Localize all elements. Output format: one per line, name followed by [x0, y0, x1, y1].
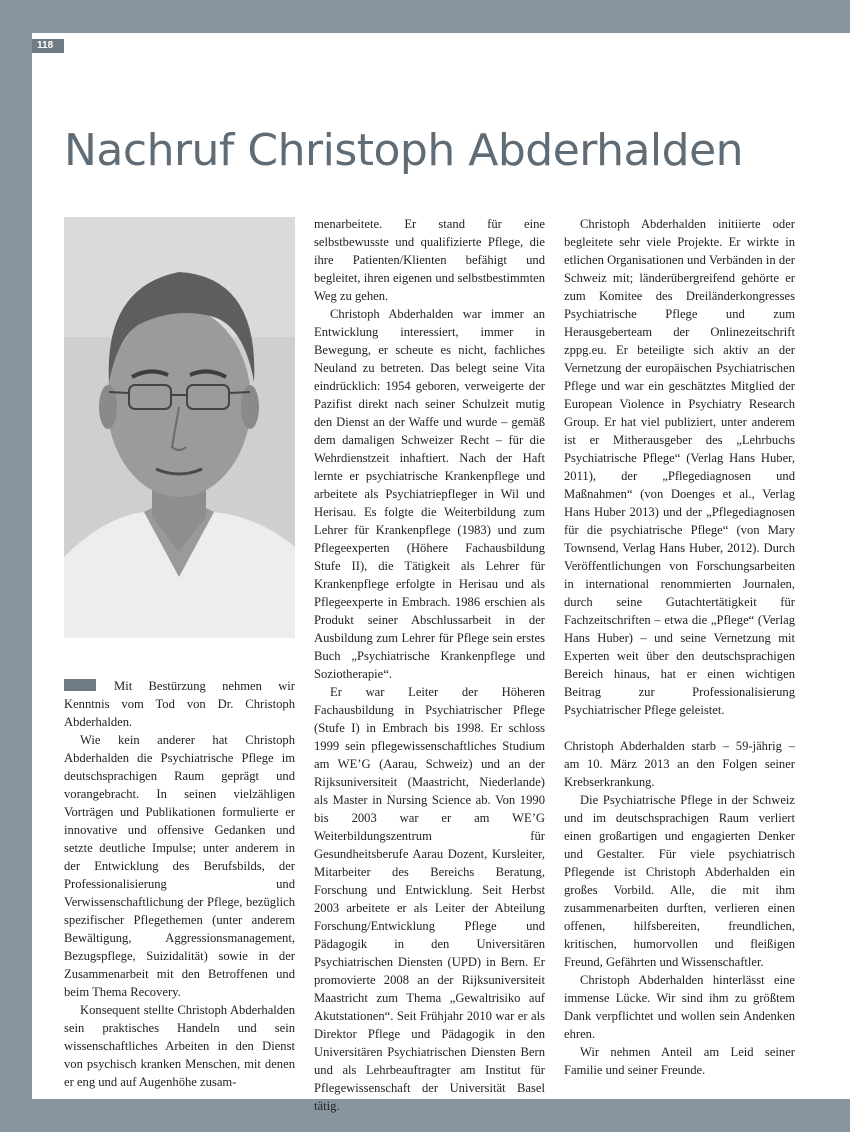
page	[32, 33, 850, 1113]
lead-marker	[64, 679, 96, 691]
article-title: Nachruf Christoph Abderhalden	[64, 125, 744, 176]
paragraph: Wie kein anderer hat Christoph Abderhalden die Psychiatrische Pflege im deutschsprachigen Raum geprägt und vorangebracht. In seinen vielzähligen Vorträgen und Publikationen formulierte er innovative und offensive Gedanken und setzte deutliche Impulse; unter anderem in der Entwicklung des Berufsbilds, der Professionalisierung und Verwissenschaftlichung der Pflege, bezüglich spezifischer Pflegethemen (unter anderem Bewältigung, Aggressionsmanagement, Bezugspflege, Suizidalität) sowie in der Zusammenarbeit mit den Betroffenen und beim Thema Recovery.	[64, 733, 295, 999]
portrait-photo-icon	[64, 217, 295, 638]
lead-paragraph	[64, 677, 295, 731]
paragraph: Die Psychiatrische Pflege in der Schweiz und im deutschsprachigen Raum verliert einen großartigen und engagierten Denker und Gestalter. Für viele psychiatrisch Pflegende ist Christoph Abderhalden ein großes Vorbild. Alle, die mit ihm zusammenarbeiten durften, verlieren einen offenen, hilfsbereiten, freundlichen, kritischen, humorvollen und fleißigen Freund, Gefährten und Wissenschaftler.	[564, 793, 795, 969]
portrait-photo	[64, 217, 295, 638]
paragraph: Christoph Abderhalden hinterlässt eine immense Lücke. Wir sind ihm zu größtem Dank verpflichtet und wollen sein Andenken ehren.	[564, 973, 795, 1041]
column-2	[314, 215, 545, 1115]
column-1	[64, 677, 295, 1091]
page-number: 118	[32, 39, 64, 53]
paragraph: menarbeitete. Er stand für eine selbstbewusste und qualifizierte Pflege, die ihre Patienten/Klienten befähigt und begleitet, ihren eigenen und selbstbestimmten Weg zu gehen.	[314, 217, 545, 303]
paragraph: Er war Leiter der Höheren Fachausbildung in Psychiatrischer Pflege (Stufe I) in Embrach bis 1998. Er schloss 1999 sein pflegewissenschaftliches Studium am WE’G (Aarau, Schweiz) und an der Rijksuniversiteit (Maastricht, Niederlande) als Master in Nursing Science ab. Von 1990 bis 2003 war er am WE’G Weiterbildungszentrum für Gesundheitsberufe Aarau Dozent, Kursleiter, Mitarbeiter des Bereichs Beratung, Forschung und Entwicklung. Seit Herbst 2003 arbeitete er als Leiter der Abteilung Forschung/Entwicklung Pflege und Pädagogik in den Universitären Psychiatrischen Diensten (UPD) in Bern. Er promovierte 2008 an der Rijksuniversiteit Maastricht zum Thema „Gewaltrisiko auf Akutstationen“. Seit Frühjahr 2010 war er als Direktor Pflege und Pädagogik in den Universitären Psychiatrischen Diensten Bern und als Lehrbeauftragter am Institut für Pflegewissenschaft der Universität Basel tätig.	[314, 685, 545, 1113]
paragraph: Konsequent stellte Christoph Abderhalden sein praktisches Handeln und sein wissenschaftliches Arbeiten in den Dienst von psychisch kranken Menschen, mit denen er eng und auf Augenhöhe zusam-	[64, 1003, 295, 1089]
paragraph: Christoph Abderhalden starb – 59-jährig – am 10. März 2013 an den Folgen seiner Krebserkrankung.	[564, 739, 795, 789]
lead-text: Mit Bestürzung nehmen wir Kenntnis vom Tod von Dr. Christoph Abderhalden.	[64, 679, 295, 729]
paragraph: Christoph Abderhalden initiierte oder begleitete sehr viele Projekte. Er wirkte in etlichen Organisationen und Verbänden in der Schweiz mit; länderübergreifend gehörte er zum Komitee des Dreiländerkongresses Psychiatrische Pflege und zum Herausgeberteam der Onlinezeitschrift zppg.eu. Er beteiligte sich aktiv an der Vernetzung der europäischen Psychiatrischen Pflege und war ein geschätztes Mitglied der European Violence in Psychiatry Research Group. Er hat viel publiziert, unter anderem ist er Mitherausgeber des „Lehrbuchs Psychiatrische Pflege“ (Verlag Hans Huber, 2011), der „Pflegediagnosen und Maßnahmen“ (von Doenges et al., Verlag Hans Huber 2013) und der „Pflegediagnosen für die psychiatrische Pflege“ (von Mary Townsend, Verlag Hans Huber, 2012). Durch Veröffentlichungen von Forschungsarbeiten in international renommierten Journalen, durch seine Gutachtertätigkeit für Fachzeitschriften – etwa die „Pflege“ (Verlag Hans Huber) – und seine Vernetzung mit Experten weit über den deutschsprachigen Bereich hinaus, hat er einen wichtigen Beitrag zur Professionalisierung Psychiatrischer Pflege geleistet.	[564, 217, 795, 717]
paragraph: Christoph Abderhalden war immer an Entwicklung interessiert, immer in Bewegung, er scheute es nicht, fachliches Neuland zu betreten. Das belegt seine Vita eindrücklich: 1954 geboren, verweigerte der Pazifist direkt nach seiner Schulzeit mutig den Dienst an der Waffe und wurde – gemäß dem damaligen Schweizer Recht – für die Wehrdienstzeit inhaftiert. Nach der Haft lernte er psychiatrische Krankenpflege und arbeitete als Psychiatriepfleger in Wil und Herisau. Es folgte die Weiterbildung zum Lehrer für Krankenpflege (1983) und zum Pflegeexperten (Höhere Fachausbildung Stufe II), die Tätigkeit als Lehrer für Krankenpflege erfolgte in Herisau und als Pflegeexperte in Embrach. 1986 erschien als Produkt seiner Abschlussarbeit in der Ausbildung zum Lehrer für Pflege sein erstes Buch „Psychiatrische Krankenpflege und Soziotherapie“.	[314, 307, 545, 681]
column-3	[564, 215, 795, 1079]
paragraph: Wir nehmen Anteil am Leid seiner Familie und seiner Freunde.	[564, 1045, 795, 1077]
